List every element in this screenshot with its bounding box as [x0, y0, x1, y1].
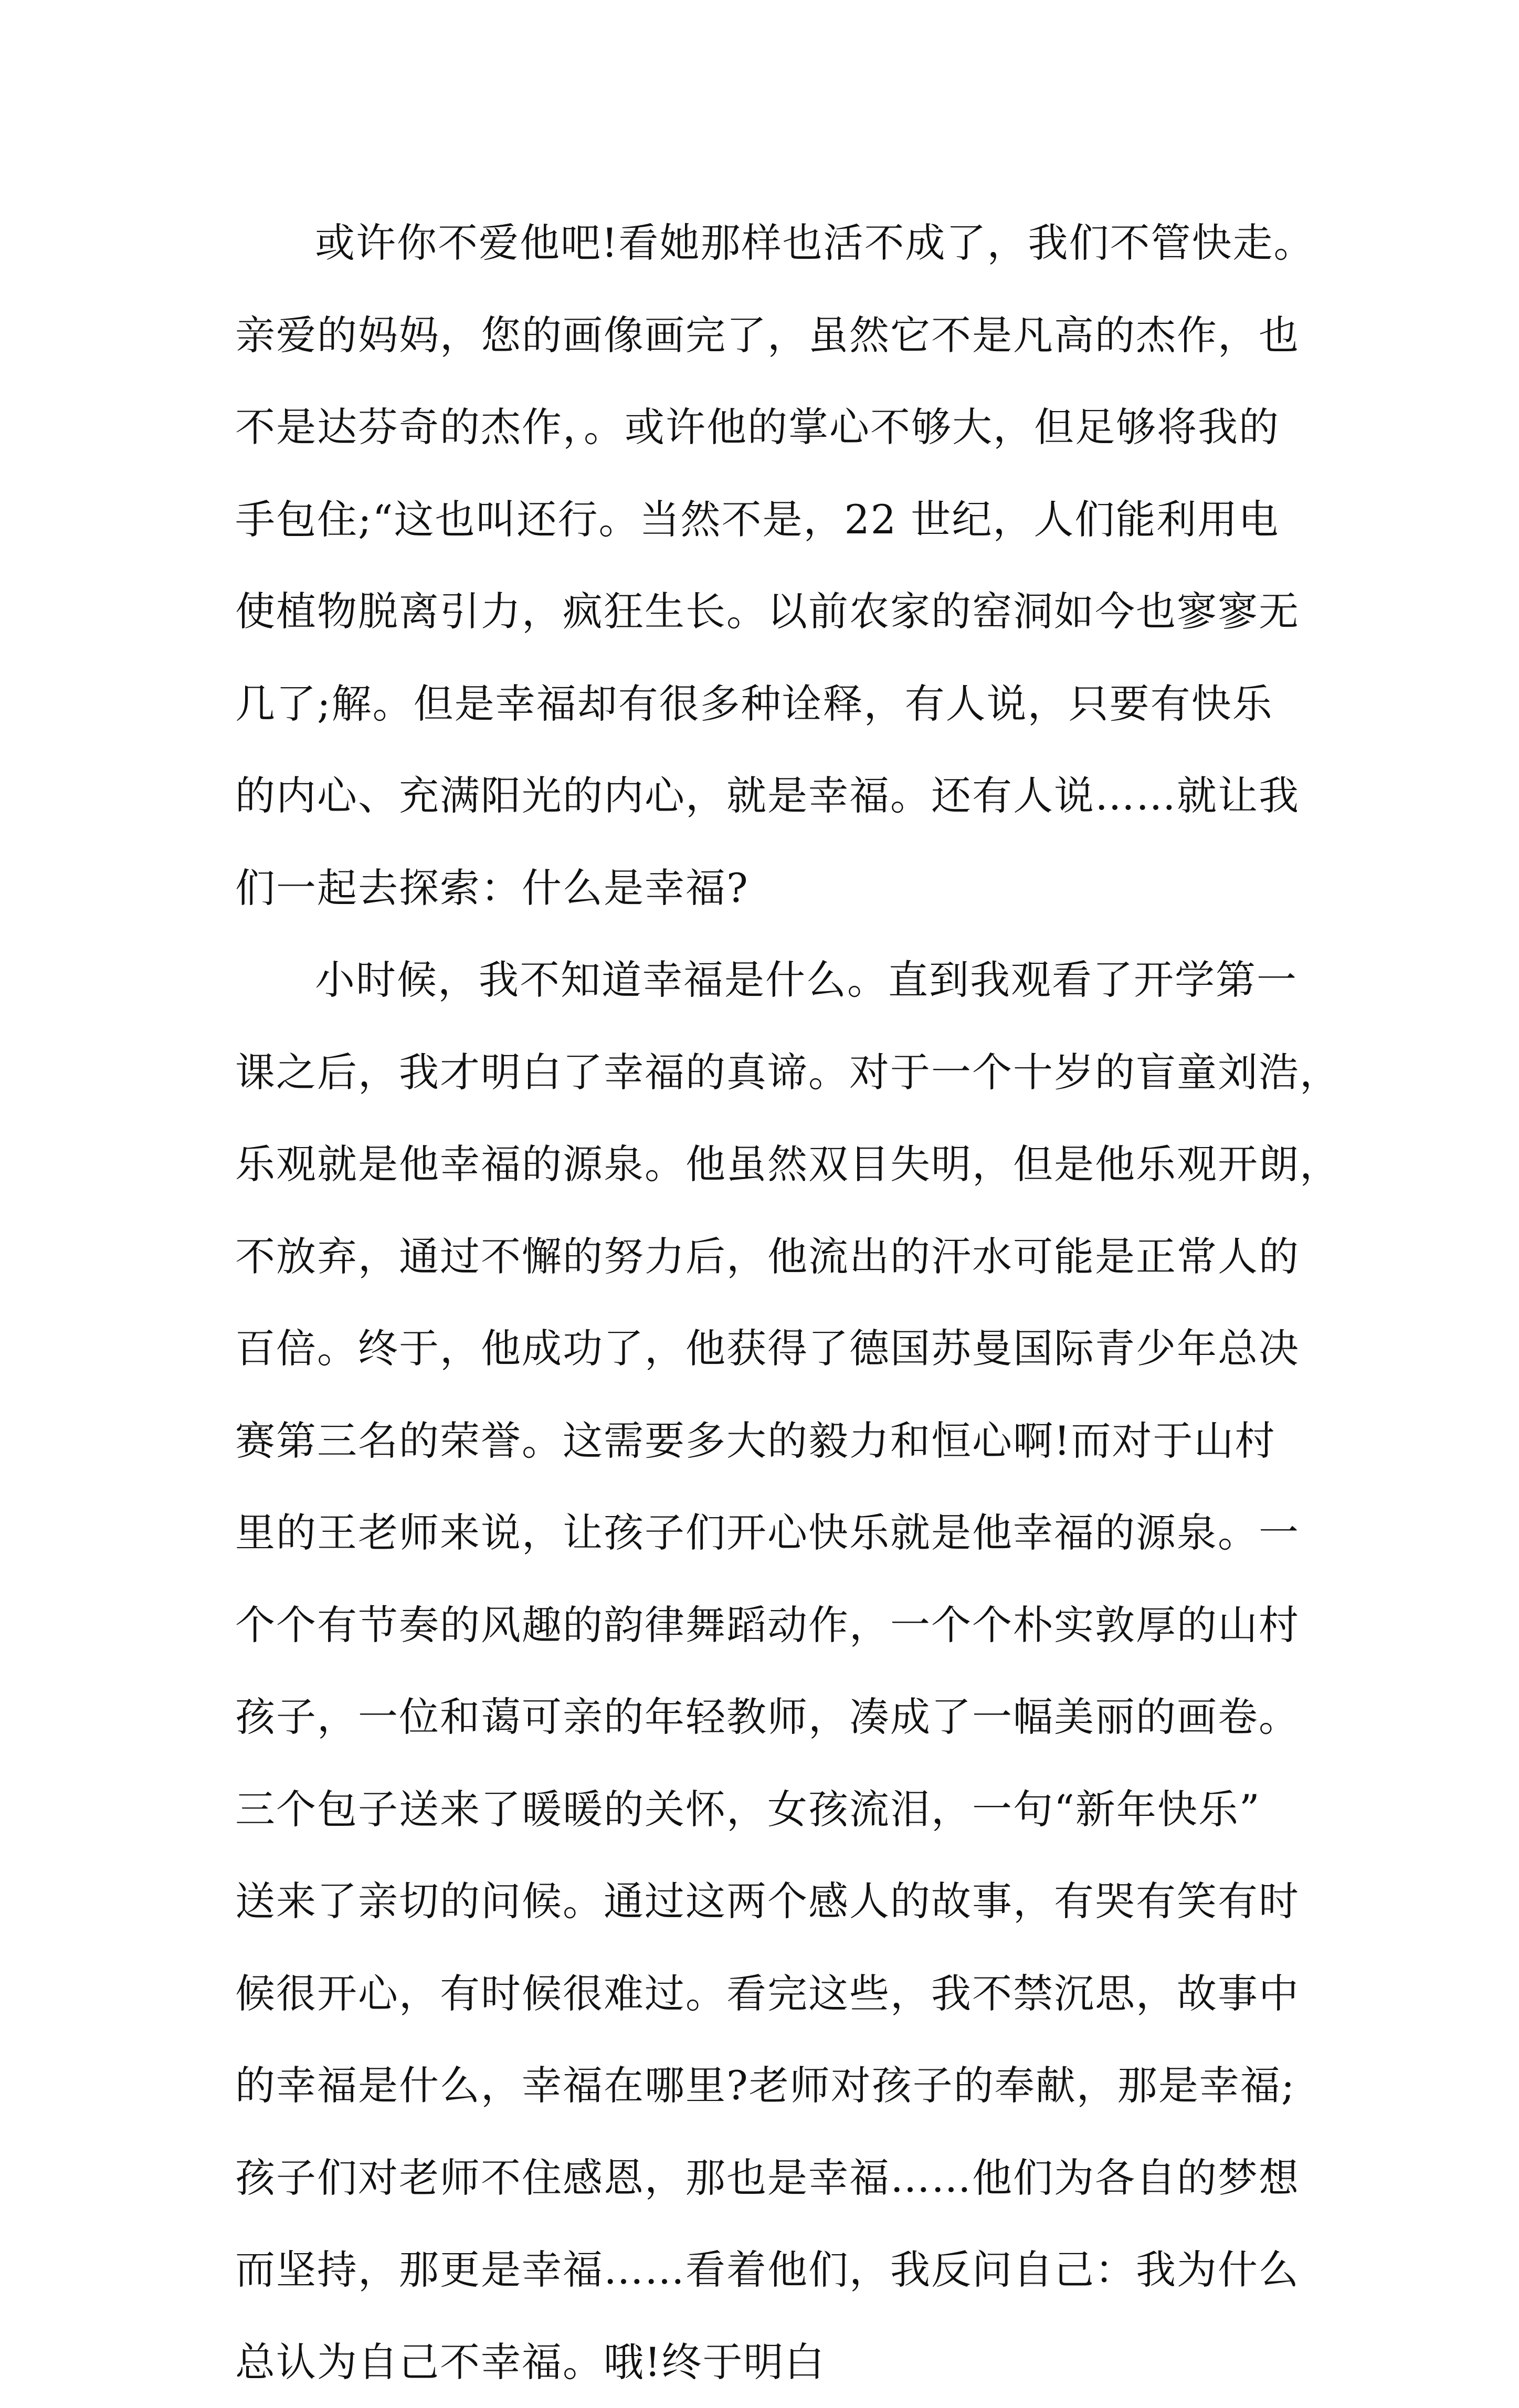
paragraph-1-line-4: 手包住;“这也叫还行。当然不是，22 世纪，人们能利用电	[235, 474, 1306, 566]
paragraph-1-line-8: 们一起去探索：什么是幸福?	[235, 842, 1306, 934]
paragraph-2-line-4: 不放弃，通过不懈的努力后，他流出的汗水可能是正常人的	[235, 1211, 1306, 1303]
paragraph-2-line-10: 三个包子送来了暖暖的关怀，女孩流泪，一句“新年快乐”	[235, 1763, 1306, 1856]
paragraph-2-line-16: 总认为自己不幸福。哦!终于明白	[235, 2316, 1306, 2408]
paragraph-2-line-13: 的幸福是什么，幸福在哪里?老师对孩子的奉献，那是幸福;	[235, 2039, 1306, 2132]
paragraph-2-line-14: 孩子们对老师不住感恩，那也是幸福……他们为各自的梦想	[235, 2132, 1306, 2224]
paragraph-2-line-5: 百倍。终于，他成功了，他获得了德国苏曼国际青少年总决	[235, 1302, 1306, 1395]
paragraph-2-line-15: 而坚持，那更是幸福……看着他们，我反问自己：我为什么	[235, 2224, 1306, 2316]
paragraph-1-line-5: 使植物脱离引力，疯狂生长。以前农家的窑洞如今也寥寥无	[235, 565, 1306, 658]
paragraph-2-line-3: 乐观就是他幸福的源泉。他虽然双目失明，但是他乐观开朗，	[235, 1118, 1306, 1211]
document-body	[235, 197, 1306, 2408]
paragraph-2-line-11: 送来了亲切的问候。通过这两个感人的故事，有哭有笑有时	[235, 1855, 1306, 1948]
paragraph-2-line-9: 孩子，一位和蔼可亲的年轻教师，凑成了一幅美丽的画卷。	[235, 1671, 1306, 1763]
paragraph-2-line-7: 里的王老师来说，让孩子们开心快乐就是他幸福的源泉。一	[235, 1487, 1306, 1579]
paragraph-2-line-1: 小时候，我不知道幸福是什么。直到我观看了开学第一	[235, 934, 1306, 1026]
paragraph-2-line-8: 个个有节奏的风趣的韵律舞蹈动作，一个个朴实敦厚的山村	[235, 1579, 1306, 1671]
paragraph-1-line-7: 的内心、充满阳光的内心，就是幸福。还有人说……就让我	[235, 750, 1306, 842]
paragraph-1-line-2: 亲爱的妈妈，您的画像画完了，虽然它不是凡高的杰作，也	[235, 289, 1306, 382]
paragraph-1-line-3: 不是达芬奇的杰作，。或许他的掌心不够大，但足够将我的	[235, 381, 1306, 474]
paragraph-1-line-1: 或许你不爱他吧!看她那样也活不成了，我们不管快走。	[235, 197, 1306, 289]
paragraph-2-line-2: 课之后，我才明白了幸福的真谛。对于一个十岁的盲童刘浩，	[235, 1026, 1306, 1119]
paragraph-2-line-12: 候很开心，有时候很难过。看完这些，我不禁沉思，故事中	[235, 1948, 1306, 2040]
paragraph-2-line-6: 赛第三名的荣誉。这需要多大的毅力和恒心啊!而对于山村	[235, 1395, 1306, 1487]
paragraph-1-line-6: 几了;解。但是幸福却有很多种诠释，有人说，只要有快乐	[235, 658, 1306, 750]
